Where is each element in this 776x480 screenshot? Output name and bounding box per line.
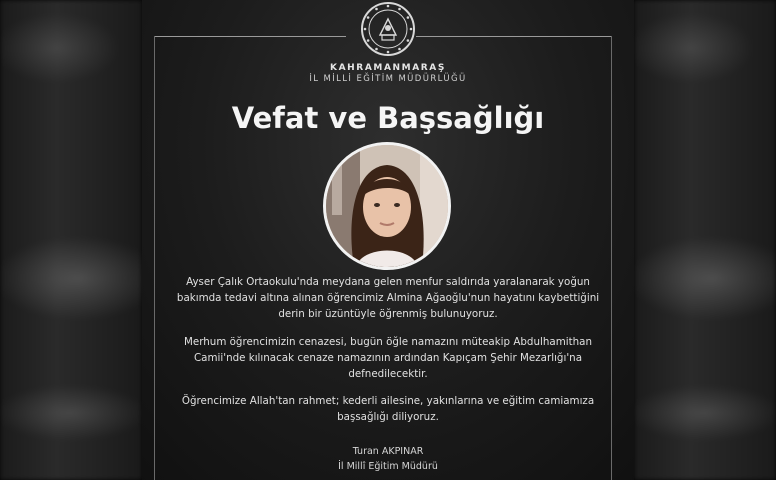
frame-top-line-left (154, 36, 346, 37)
announcement-title: Vefat ve Başsağlığı (231, 101, 545, 135)
portrait-photo (323, 142, 451, 270)
ministry-seal-logo (360, 1, 416, 57)
organization-name: KAHRAMANMARAŞ (330, 63, 446, 73)
condolence-card (142, 0, 634, 480)
portrait-photo-image (326, 145, 448, 267)
announcement-paragraph-3: Öğrencimize Allah'tan rahmet; kederli ailesine, yakınlarına ve eğitim camiamıza başsağlığı diliyoruz. (181, 395, 595, 423)
organization-subtitle: İL MİLLİ EĞİTİM MÜDÜRLÜĞÜ (309, 74, 467, 84)
signature-name: Turan AKPINAR (352, 446, 424, 457)
announcement-paragraph-2: Merhum öğrencimizin cenazesi, bugün öğle namazını müteakip Abdulhamithan Camii'nde kılınacak cenaze namazının ardından Kapıçam Şehir Mezarlığı'na defnedilecektir. (184, 336, 592, 380)
announcement-paragraph-1: Ayser Çalık Ortaokulu'nda meydana gelen menfur saldırıda yaralanarak yoğun bakımda tedavi altına alınan öğrencimiz Almina Ağaoğlu'nun hayatını kaybettiğini derin bir üzüntüyle öğrenmiş bulunuyoruz. (176, 276, 600, 320)
frame-top-line-right (416, 36, 612, 37)
blurred-background-right (634, 0, 776, 480)
blurred-background-left (0, 0, 142, 480)
signature-title: İl Millî Eğitim Müdürü (338, 461, 438, 472)
